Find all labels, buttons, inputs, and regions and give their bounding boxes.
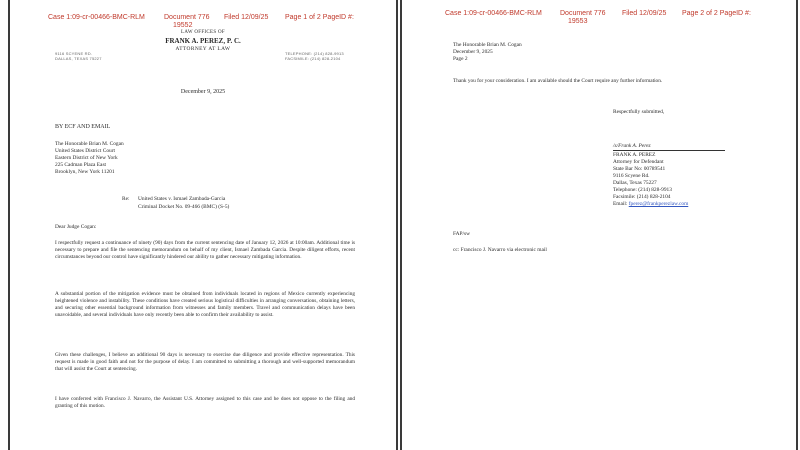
document-number: Document 776 (164, 14, 210, 21)
signature-line: State Bar No: 00789541 (613, 166, 666, 172)
signature-line: FRANK A. PEREZ (613, 152, 656, 158)
email-label: Email: (613, 201, 628, 207)
closing-phrase: Respectfully submitted, (613, 109, 665, 115)
document-page-2 (400, 0, 798, 450)
page-info: Page 2 of 2 PageID #: (682, 10, 751, 17)
letterhead-law-offices: LAW OFFICES OF (181, 30, 225, 35)
address-line: Eastern District of New York (55, 155, 118, 161)
letterhead-fax: FACSIMILE: (214) 828-2104 (285, 56, 341, 61)
signature-line: Facsimile: (214) 828-2104 (613, 194, 671, 200)
page-reference (453, 42, 522, 63)
recipient-address (55, 141, 124, 176)
email-link[interactable]: fperez@frankperezlaw.com (628, 201, 689, 207)
letterhead-title: ATTORNEY AT LAW (175, 46, 231, 52)
document-number-cont: 19553 (568, 18, 588, 25)
letterhead-phone: TELEPHONE: (214) 828-9913 (285, 51, 344, 56)
signature-line: Telephone: (214) 828-9913 (613, 187, 672, 193)
closing-paragraph: Thank you for your consideration. I am available should the Court require any further information. (453, 78, 663, 84)
document-page-1 (8, 0, 398, 450)
document-number-cont: 19552 (173, 22, 193, 29)
address-line: United States District Court (55, 148, 116, 154)
re-docket: Criminal Docket No. 09-466 (BMC) (S-5) (138, 204, 230, 210)
signature-line: Attorney for Defendant (613, 159, 664, 165)
letterhead-address-line1: 9116 SCYENE RD. (55, 51, 93, 56)
typist-initials: FAP/sw (453, 231, 470, 237)
re-case-caption: United States v. Ismael Zambada-Garcia (138, 196, 226, 202)
signature-line: 9116 Scyene Rd. (613, 173, 650, 179)
body-paragraph-3: Given these challenges, I believe an additional 90 days is necessary to exercise due diligence and provide effective representation. This request is made in good faith and not for the purpose of delay. I am committed to submitting a thorough and well-supported memorandum that will assist the Court at sentencing. (55, 352, 355, 373)
address-line: 225 Cadman Plaza East (55, 162, 107, 168)
delivery-method: BY ECF AND EMAIL (55, 124, 111, 130)
signature-block (613, 152, 688, 208)
letterhead-address-line2: DALLAS, TEXAS 75227 (55, 56, 102, 61)
case-number: Case 1:09-cr-00466-BMC-RLM (48, 14, 145, 21)
reference-line: Page 2 (453, 56, 468, 62)
address-line: The Honorable Brian M. Cogan (55, 141, 124, 147)
filed-date: Filed 12/09/25 (622, 10, 667, 17)
address-line: Brooklyn, New York 11201 (55, 169, 115, 175)
body-paragraph-4: I have conferred with Francisco J. Navarro, the Assistant U.S. Attorney assigned to this case and he does not oppose to the filing and granting of this motion. (55, 396, 355, 410)
letterhead-firm: FRANK A. PEREZ, P. C. (165, 37, 241, 45)
page-info: Page 1 of 2 PageID #: (285, 14, 354, 21)
re-label: Re: (122, 196, 130, 202)
body-paragraph-1: I respectfully request a continuance of ninety (90) days from the current sentencing date of January 12, 2026 at 10:00am. Additional time is necessary to prepare and file the sentencing memorandum on behalf of my client, Ismael Zambada Garcia. Despite diligent efforts, recent circumstances beyond our control have significantly hindered our ability to gather necessary mitigating information. (55, 240, 355, 261)
reference-line: December 9, 2025 (453, 49, 493, 55)
case-number: Case 1:09-cr-00466-BMC-RLM (445, 10, 542, 17)
salutation: Dear Judge Cogan: (55, 224, 97, 230)
email-line (613, 201, 688, 208)
letter-date: December 9, 2025 (180, 89, 226, 95)
signature-line: Dallas, Texas 75227 (613, 180, 657, 186)
reference-line: The Honorable Brian M. Cogan (453, 42, 522, 48)
body-paragraph-2: A substantial portion of the mitigation evidence must be obtained from individuals located in regions of Mexico currently experiencing heightened violence and instability. These conditions have created serious logistical difficulties in arranging conversations, obtaining letters, and securing other essential background information from witnesses and family members. Travel and communication delays have been unavoidable, and several individuals have only recently been able to confirm their availability to assist. (55, 291, 355, 319)
carbon-copy: cc: Francisco J. Navarro via electronic mail (453, 247, 547, 253)
document-number: Document 776 (560, 10, 606, 17)
electronic-signature: /s/Frank A. Perez (613, 143, 725, 151)
filed-date: Filed 12/09/25 (224, 14, 269, 21)
